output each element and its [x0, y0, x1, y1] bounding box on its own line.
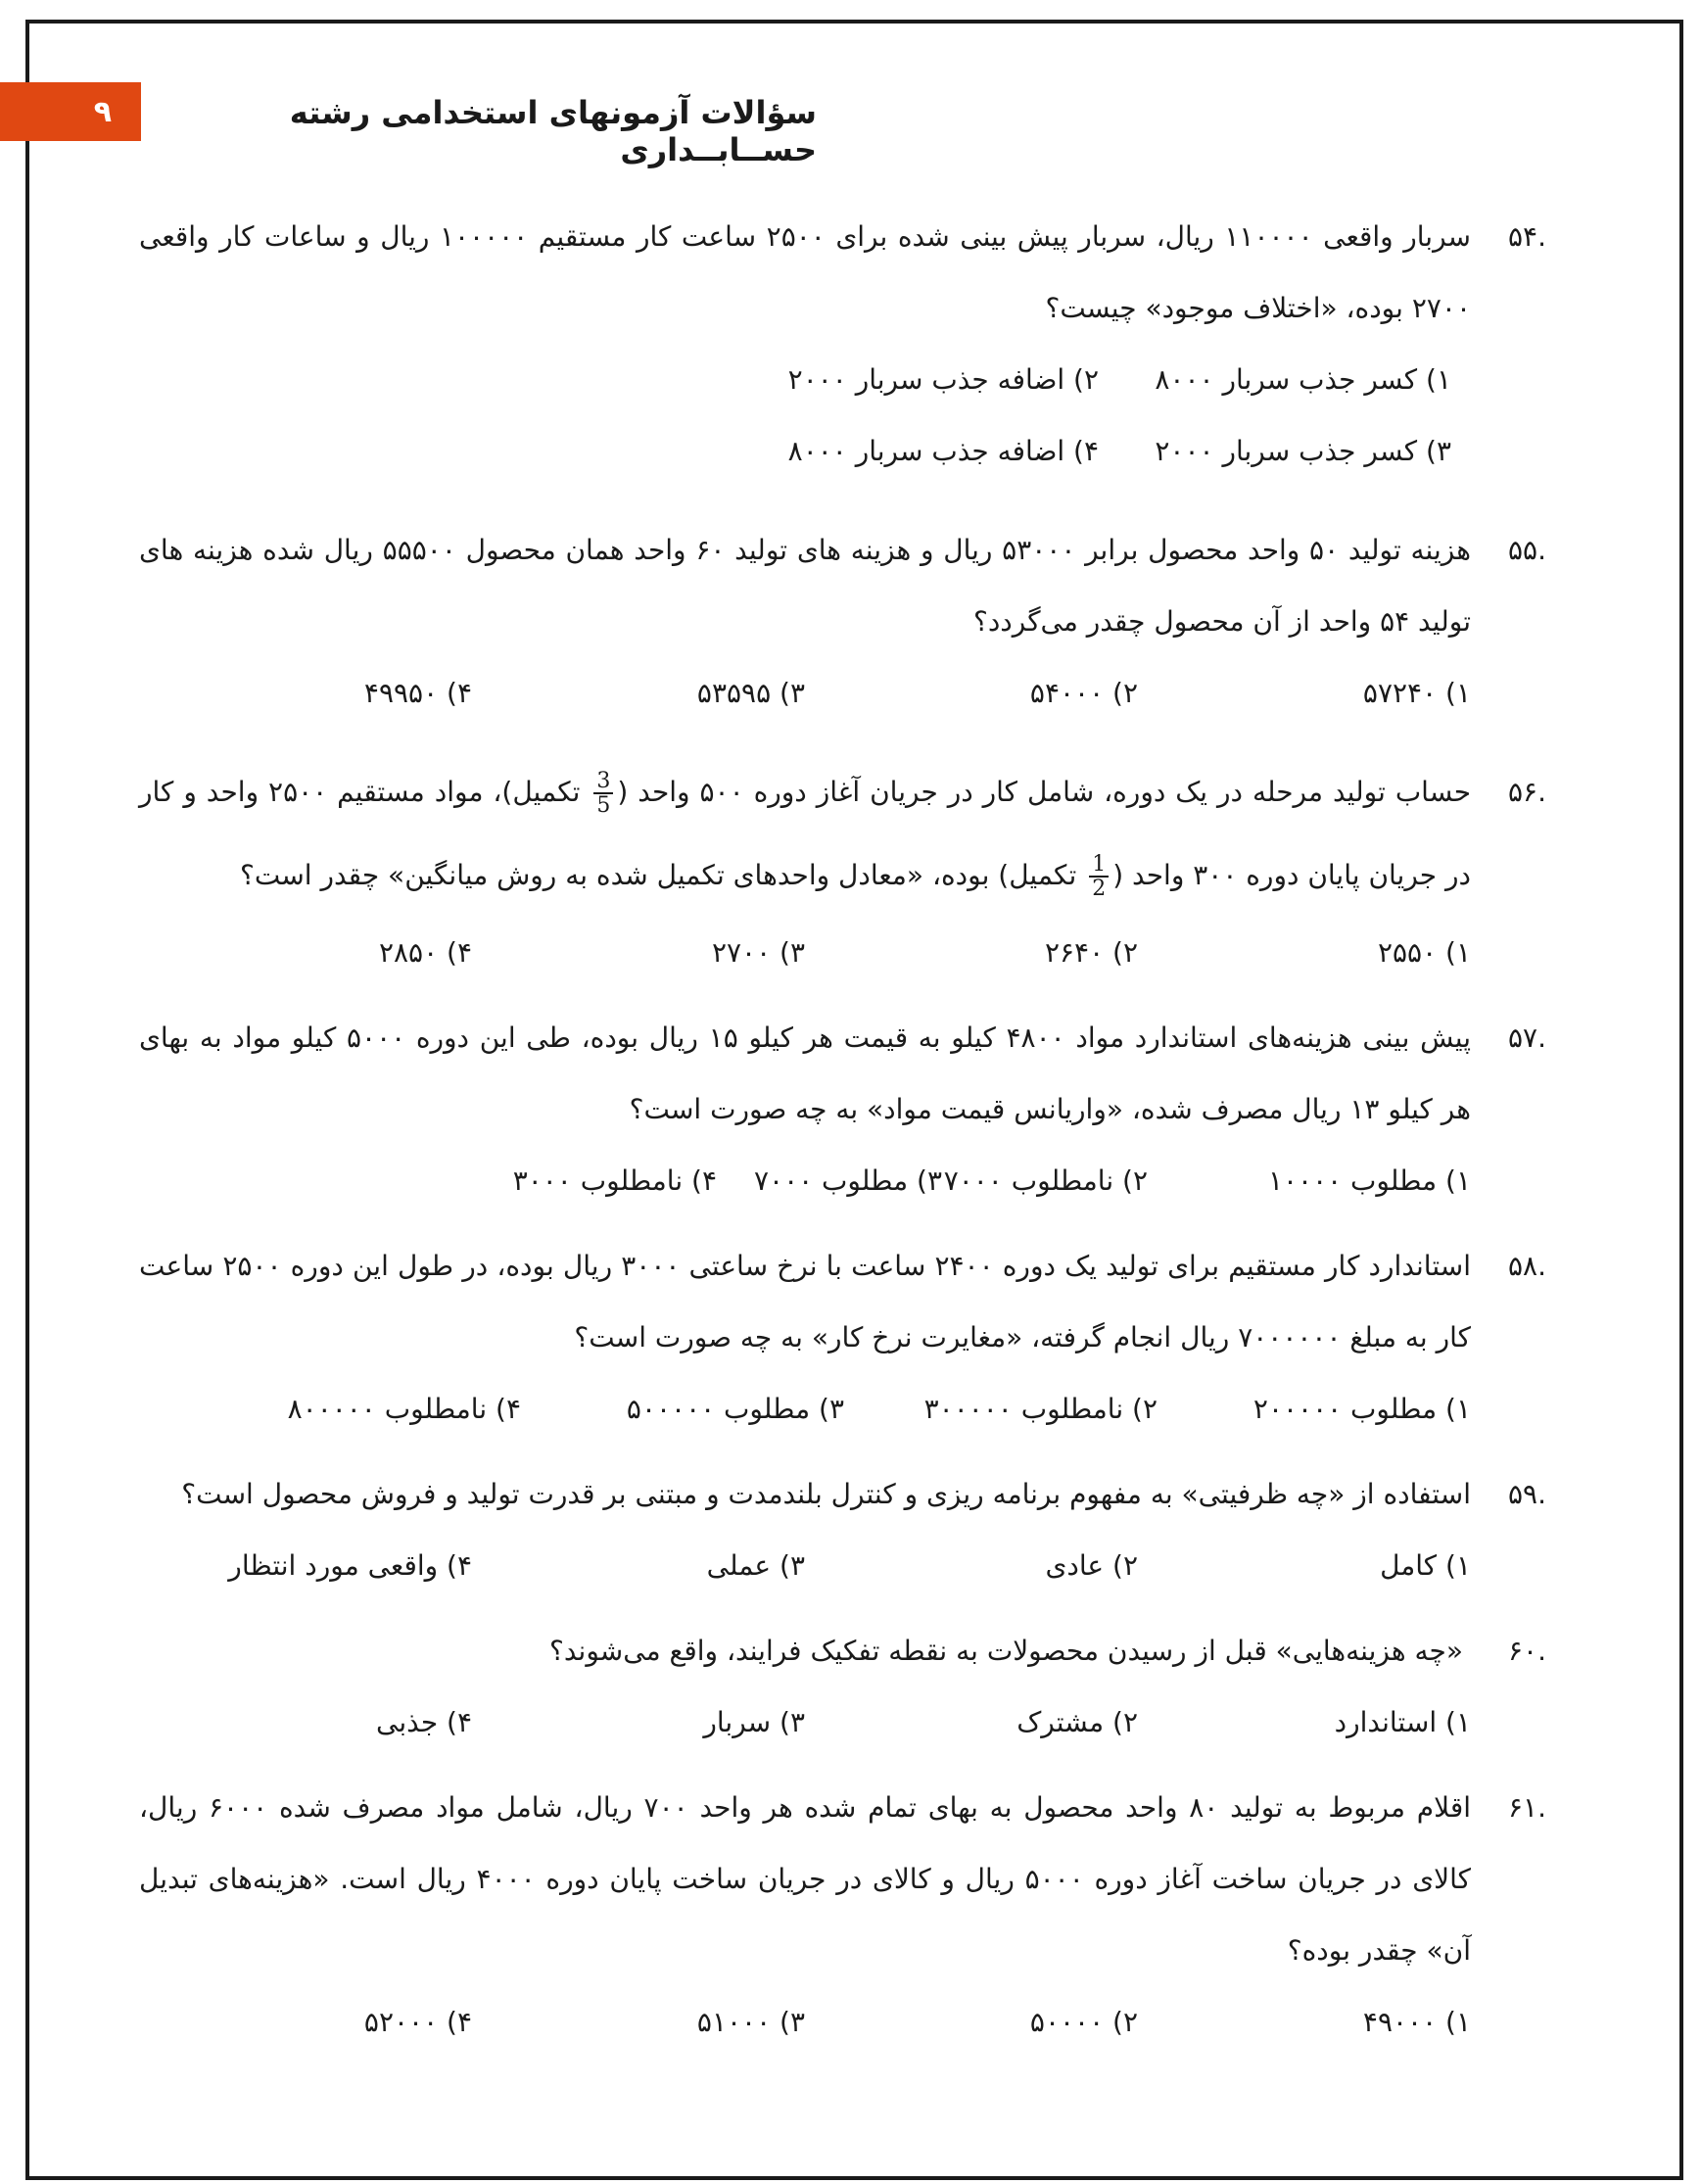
option-4: ۴) نامطلوب ۳۰۰۰: [512, 1164, 717, 1197]
option-3: ۳) کسر جذب سربار ۲۰۰۰: [1155, 435, 1451, 467]
option-4: ۴) نامطلوب ۸۰۰۰۰۰: [287, 1393, 521, 1425]
fraction-denominator: 2: [1089, 876, 1109, 900]
option-1: ۱) ۵۷۲۴۰: [1362, 677, 1471, 709]
fraction: [593, 770, 613, 817]
option-3: ۳) ۵۳۵۹۵: [696, 677, 805, 709]
option-1: ۱) استاندارد: [1334, 1706, 1471, 1738]
option-row: [139, 657, 1471, 729]
question-54: [139, 201, 1546, 487]
option-2: ۲) ۵۰۰۰۰: [1029, 2006, 1138, 2038]
page-number: ۹: [93, 94, 112, 129]
question-text: استفاده از «چه ظرفیتی» به مفهوم برنامه ریزی و کنترل بلندمدت و مبتنی بر قدرت تولید و فروش محصول است؟: [181, 1478, 1471, 1510]
option-row: [139, 1686, 1471, 1758]
option-row: [139, 415, 1471, 487]
fraction-numerator: 3: [596, 768, 611, 793]
question-57: [139, 1002, 1546, 1216]
question-number: .۵۹: [1508, 1478, 1546, 1510]
question-number: .۵۶: [1508, 776, 1546, 808]
running-header: سؤالات آزمونهای استخدامی رشته حســابــداری: [289, 94, 817, 168]
option-2: ۲) نامطلوب ۷۰۰۰: [943, 1164, 1148, 1197]
question-number: .۶۰: [1508, 1635, 1546, 1667]
question-61: [139, 1772, 1546, 2058]
option-1: ۱) کامل: [1380, 1549, 1471, 1582]
option-1: ۱) کسر جذب سربار ۸۰۰۰: [1155, 363, 1451, 396]
question-56: [139, 750, 1546, 988]
option-row: [139, 1986, 1471, 2058]
question-text-part: تکمیل)، مواد مستقیم ۲۵۰۰ واحد و کار در جریان پایان دوره ۳۰۰ واحد (: [139, 776, 1471, 891]
option-4: ۴) جذبی: [375, 1706, 472, 1738]
option-row: [139, 917, 1471, 988]
option-1: ۱) مطلوب ۲۰۰۰۰۰: [1252, 1393, 1471, 1425]
option-3: ۳) ۵۱۰۰۰: [696, 2006, 805, 2038]
question-text: سربار واقعی ۱۱۰۰۰۰ ریال، سربار پیش بینی شده برای ۲۵۰۰ ساعت کار مستقیم ۱۰۰۰۰۰ ریال و ساعات کار واقعی ۲۷۰۰ بوده، «اختلاف موجود» چیست؟: [139, 220, 1471, 324]
question-60: [139, 1615, 1546, 1758]
option-3: ۳) ۲۷۰۰: [711, 936, 805, 969]
question-text: استاندارد کار مستقیم برای تولید یک دوره ۲۴۰۰ ساعت با نرخ ساعتی ۳۰۰۰ ریال بوده، در طول این دوره ۲۵۰۰ ساعت کار به مبلغ ۷۰۰۰۰۰۰ ریال انجام گرفته، «مغایرت نرخ کار» به چه صورت است؟: [139, 1250, 1472, 1353]
option-3: ۳) عملی: [706, 1549, 805, 1582]
option-2: ۲) عادی: [1045, 1549, 1138, 1582]
question-text-part: حساب تولید مرحله در یک دوره، شامل کار در جریان آغاز دوره ۵۰۰ واحد (: [617, 776, 1472, 808]
question-59: [139, 1458, 1546, 1601]
option-4: ۴) ۵۲۰۰۰: [363, 2006, 472, 2038]
question-number: .۵۸: [1508, 1250, 1546, 1282]
option-row: [139, 1145, 1471, 1216]
option-2: ۲) ۵۴۰۰۰: [1029, 677, 1138, 709]
page-number-tab: [0, 82, 141, 141]
question-number: .۵۷: [1508, 1021, 1546, 1054]
option-4: ۴) ۲۸۵۰: [378, 936, 472, 969]
question-text: اقلام مربوط به تولید ۸۰ واحد محصول به بهای تمام شده هر واحد ۷۰۰ ریال، شامل مواد مصرف شده ۶۰۰۰ ریال، کالای در جریان ساخت آغاز دوره ۵۰۰۰ ریال و کالای در جریان ساخت پایان دوره ۴۰۰۰ ریال است. «هزینه‌های تبدیل آن» چقدر بوده؟: [139, 1791, 1471, 1967]
option-1: ۱) مطلوب ۱۰۰۰۰: [1267, 1164, 1471, 1197]
fraction-denominator: 5: [593, 792, 613, 817]
option-2: ۲) نامطلوب ۳۰۰۰۰۰: [923, 1393, 1158, 1425]
option-3: ۳) مطلوب ۵۰۰۰۰۰: [626, 1393, 844, 1425]
fraction: [1089, 853, 1109, 900]
option-4: ۴) واقعی مورد انتظار: [228, 1549, 472, 1582]
question-text: [139, 750, 1471, 917]
question-number: .۵۴: [1508, 220, 1546, 253]
option-row: [139, 1373, 1471, 1445]
question-55: [139, 514, 1546, 729]
option-2: ۲) مشترک: [1016, 1706, 1138, 1738]
option-row: [139, 344, 1471, 415]
option-2: ۲) ۲۶۴۰: [1044, 936, 1138, 969]
question-text: هزینه تولید ۵۰ واحد محصول برابر ۵۳۰۰۰ ریال و هزینه های تولید ۶۰ واحد همان محصول ۵۵۵۰۰ ریال شده هزینه های تولید ۵۴ واحد از آن محصول چقدر می‌گردد؟: [139, 534, 1472, 638]
question-58: [139, 1230, 1546, 1445]
option-4: ۴) اضافه جذب سربار ۸۰۰۰: [787, 435, 1099, 467]
question-text: «چه هزینه‌هایی» قبل از رسیدن محصولات به نقطه تفکیک فرایند، واقع می‌شوند؟: [548, 1635, 1463, 1667]
fraction-numerator: 1: [1092, 851, 1107, 877]
question-list: [139, 201, 1546, 2058]
question-number: .۵۵: [1508, 534, 1546, 566]
option-4: ۴) ۴۹۹۵۰: [363, 677, 472, 709]
question-text: پیش بینی هزینه‌های استاندارد مواد ۴۸۰۰ کیلو به قیمت هر کیلو ۱۵ ریال بوده، طی این دوره ۵۰۰۰ کیلو مواد به بهای هر کیلو ۱۳ ریال مصرف شده، «واریانس قیمت مواد» به چه صورت است؟: [139, 1021, 1472, 1125]
option-row: [139, 1530, 1471, 1601]
option-3: ۳) مطلوب ۷۰۰۰: [754, 1164, 942, 1197]
option-1: ۱) ۲۵۵۰: [1377, 936, 1471, 969]
option-1: ۱) ۴۹۰۰۰: [1362, 2006, 1471, 2038]
option-3: ۳) سربار: [703, 1706, 805, 1738]
question-number: .۶۱: [1508, 1791, 1546, 1824]
question-text-part: تکمیل) بوده، «معادل واحدهای تکمیل شده به روش میانگین» چقدر است؟: [239, 859, 1086, 891]
option-2: ۲) اضافه جذب سربار ۲۰۰۰: [787, 363, 1099, 396]
